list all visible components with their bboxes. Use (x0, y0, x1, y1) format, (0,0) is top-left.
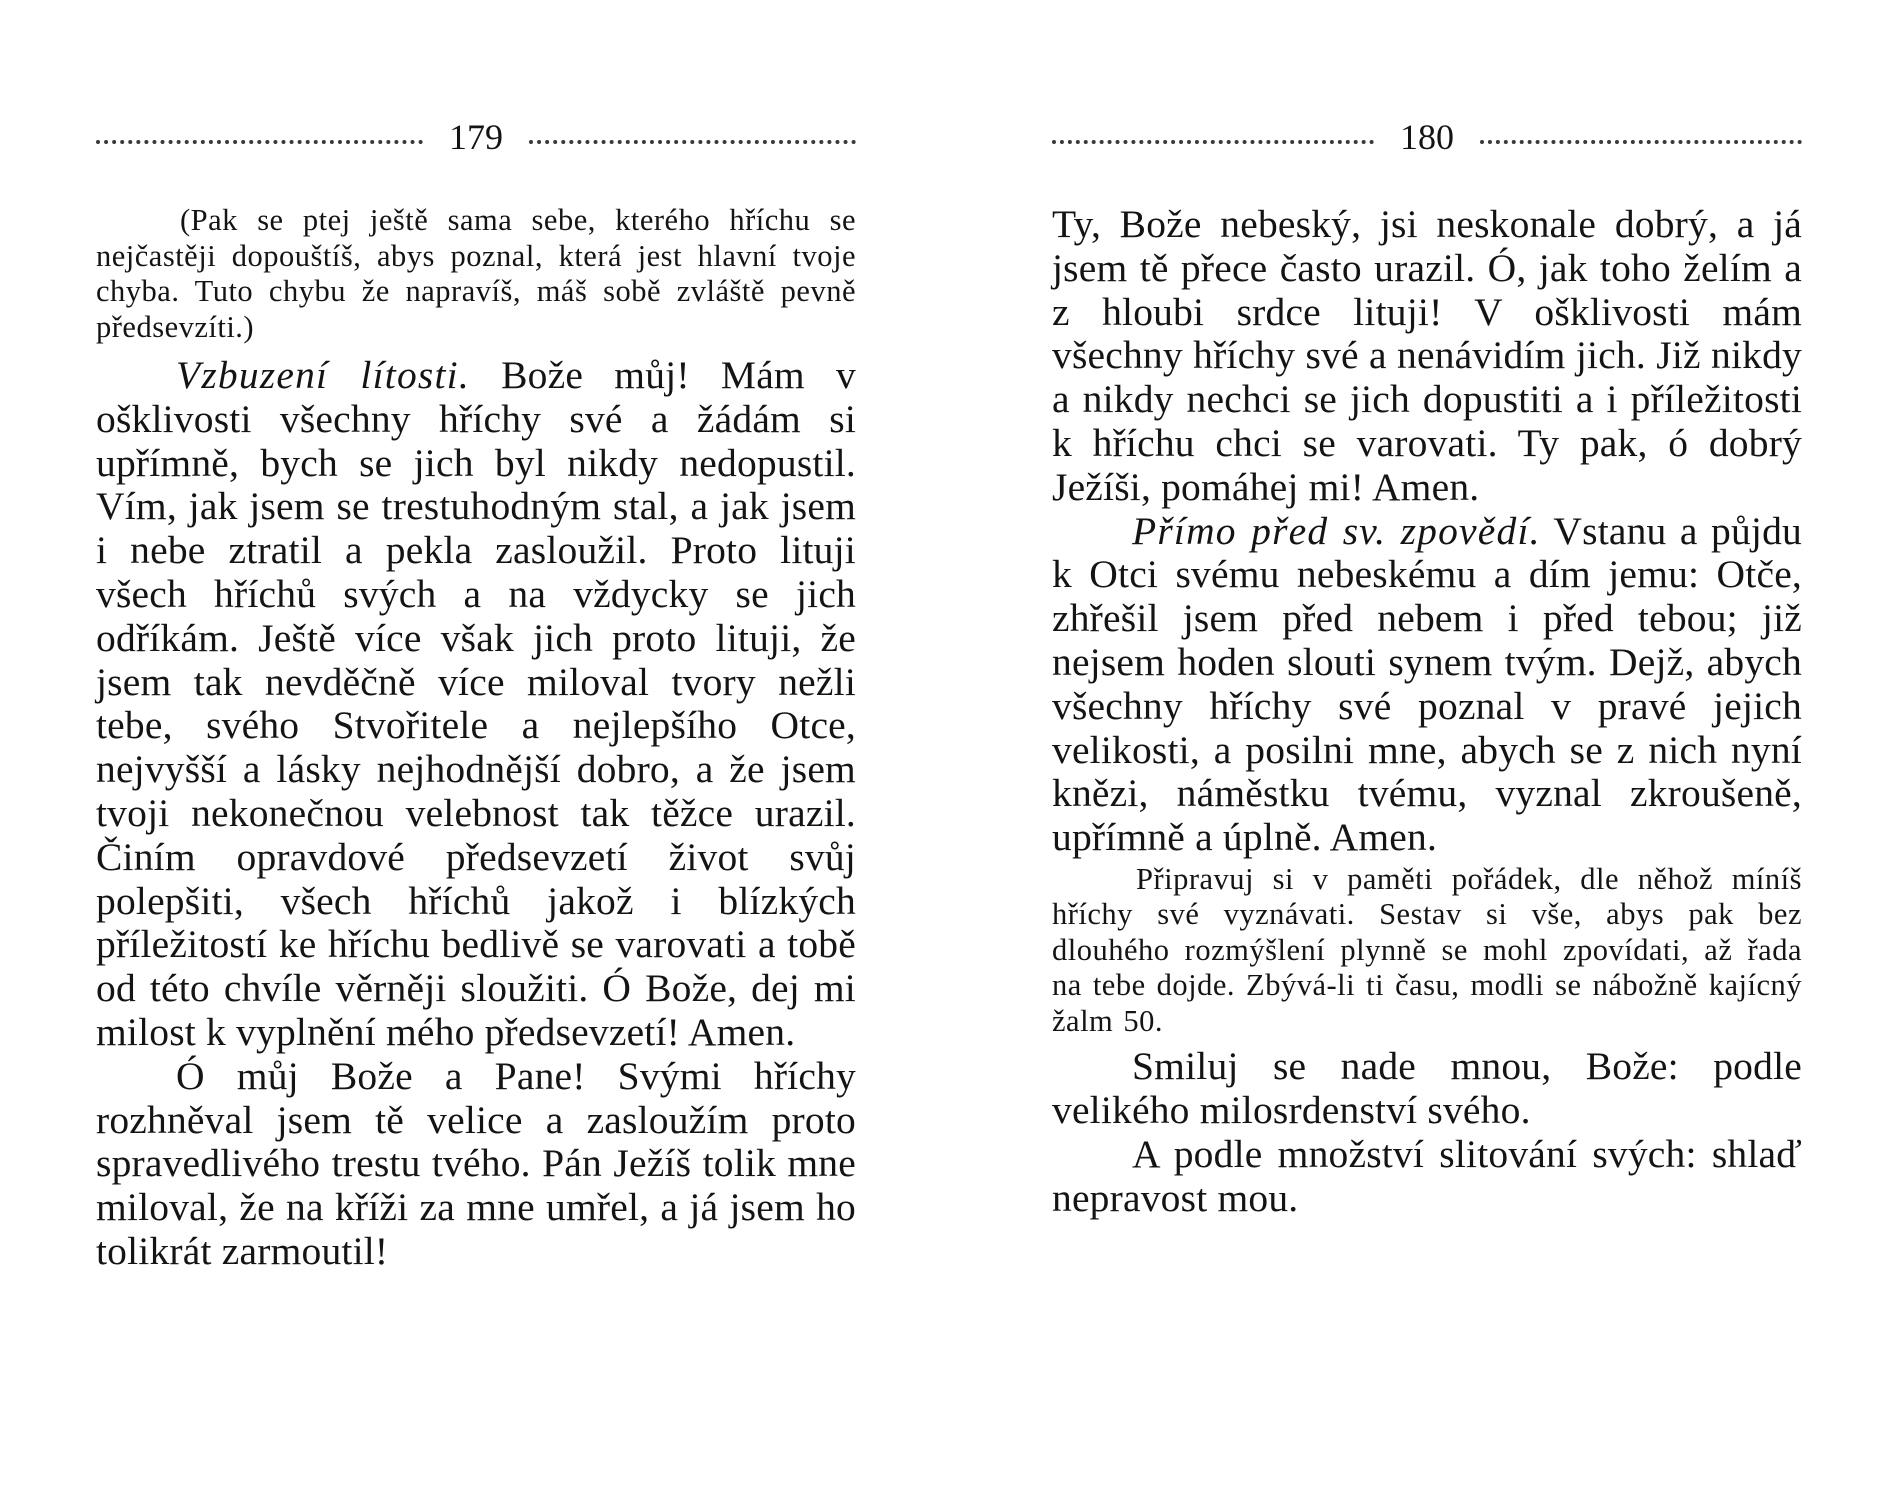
paragraph: Ó můj Bože a Pane! Svými hříchy rozhněval jsem tě velice a zasloužím proto spravedlivého trestu tvého. Pán Ježíš tolik mne miloval, že na kříži za mne umřel, a já jsem ho tolikrát zarmoutil! (96, 1053, 856, 1273)
section-heading: Přímo před sv. zpovědí. (1132, 508, 1541, 553)
running-head (1052, 112, 1802, 162)
paragraph (1052, 510, 1802, 860)
page-body (1052, 203, 1802, 1221)
page-number: 180 (1400, 117, 1454, 157)
paragraph: Smiluj se nade mnou, Bože: podle velikého milosrdenství svého. (1052, 1044, 1802, 1133)
page-number: 179 (449, 117, 503, 157)
paragraph: A podle množství slitování svých: shlaď nepravost mou. (1052, 1132, 1802, 1220)
dotted-rule (1480, 140, 1802, 144)
running-head (96, 112, 856, 162)
section-heading: Vzbuzení lítosti. (176, 353, 470, 397)
page-body (96, 203, 856, 1274)
dotted-rule (96, 140, 423, 144)
dotted-rule (1052, 140, 1374, 144)
paragraph: Ty, Bože nebeský, jsi neskonale dobrý, a já jsem tě přece často urazil. Ó, jak toho želím a z hloubi srdce lituji! V ošklivosti mám všechny hříchy své a nenávidím jich. Již nikdy a nikdy nechci se jich dopustiti a i příležitosti k hříchu chci se varovati. Ty pak, ó dobrý Ježíši, pomáhej mi! Amen. (1052, 202, 1802, 509)
paragraph-text: Bože můj! Mám v ošklivosti všechny hříchy své a žádám si upřímně, bych se jich byl nikdy nedopustil. Vím, jak jsem se trestuhodným stal, a jak jsem i nebe ztratil a pekla zasloužil. Proto lituji všech hříchů svých a na vždycky se jich odříkám. Ještě více však jich proto lituji, že jsem tak nevděčně více miloval tvory nežli tebe, svého Stvořitele a nejlepšího Otce, nejvyšší a lásky nejhodnější dobro, a že jsem tvoji nekonečnou velebnost tak těžce urazil. Činím opravdové předsevzetí život svůj polepšiti, všech hříchů jakož i blízkých příležitostí ke hříchu bedlivě se varovati a tobě od této chvíle věrněji sloužiti. Ó Bože, dej mi milost k vyplnění mého předsevzetí! Amen. (96, 353, 856, 1054)
paragraph: (Pak se ptej ještě sama sebe, kterého hříchu se nejčastěji dopouštíš, abys poznal, která jest hlavní tvoje chyba. Tuto chybu že napravíš, máš sobě zvláště pevně předsevzíti.) (96, 203, 856, 344)
paragraph (96, 354, 856, 1055)
dotted-rule (529, 140, 856, 144)
paragraph-text: Vstanu a půjdu k Otci svému nebeskému a dím jemu: Otče, zhřešil jsem před nebem i před tebou; již nejsem hoden slouti synem tvým. Dejž, abych všechny hříchy své poznal v pravé jejich velikosti, a posilni mne, abych se z nich nyní knězi, náměstku tvému, vyznal zkroušeně, upřímně a úplně. Amen. (1052, 508, 1802, 860)
paragraph: Připravuj si v paměti pořádek, dle něhož míníš hříchy své vyznávati. Sestav si vše, abys pak bez dlouhého rozmýšlení plynně se mohl zpovídati, až řada na tebe dojde. Zbývá-li ti času, modli se nábožně kajícný žalm 50. (1052, 861, 1802, 1038)
